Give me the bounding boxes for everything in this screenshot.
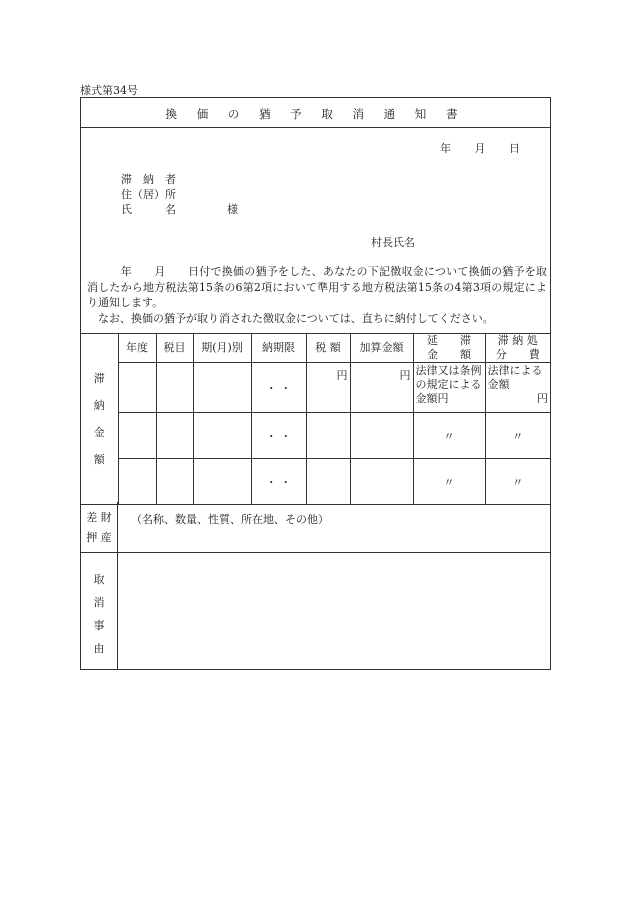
col-due-date: 納期限 [251,334,306,363]
table-row: ・ ・ 円 円 法律又は条例の規定による金額円 法律による金額 円 [81,363,550,413]
delinquent-amount-label: 滞 納 金 額 [81,334,118,505]
notice-paragraph: 年 月 日付で換価の猶予をした、あなたの下記徴収金について換価の猶予を取消したから地方税法第15条の6第2項において準用する地方税法第15条の4第3項の規定により通知します。 [87,265,547,309]
date-month: 月 [474,142,486,155]
date-day: 日 [509,142,520,155]
name-label: 氏 名 [121,203,176,216]
taxpayer-label: 滞 納 者 [121,173,176,186]
col-tax-amount: 税 額 [306,334,350,363]
col-year: 年度 [118,334,156,363]
col-additional-tax: 加算金額 [350,334,413,363]
col-period: 期(月)別 [193,334,251,363]
date-year: 年 [440,142,451,155]
form-number: 様式第34号 [80,84,138,97]
delinquent-amount-table [81,333,550,505]
col-tax-item: 税目 [156,334,193,363]
honorific: 様 [227,203,238,216]
reason-label-divider [117,552,118,669]
table-row: ・ ・ 〃 〃 [81,459,550,505]
property-divider [81,552,550,553]
seized-property-label: 差 財 押 産 [86,511,112,544]
col-delinquency: 延 滞 金 額 [413,334,485,363]
notice-form [80,97,551,670]
notice-body [87,264,547,326]
table-row: ・ ・ 〃 〃 [81,413,550,459]
sender-name: 村長氏名 [371,236,415,249]
notice-payment-instruction: なお、換価の猶予が取り消された徴収金については、直ちに納付してください。 [87,311,494,325]
title-divider [81,127,550,128]
seized-property-description: （名称、数量、性質、所在地、その他） [131,513,329,526]
address-label: 住（居）所 [121,188,176,201]
page-title: 換 価 の 猶 予 取 消 通 知 書 [165,107,466,121]
cancellation-reason-label: 取 消 事 由 [93,573,105,655]
property-label-divider [117,502,118,552]
issue-date [420,140,520,156]
col-disposal-cost: 滞 納 処 分 費 [485,334,550,363]
